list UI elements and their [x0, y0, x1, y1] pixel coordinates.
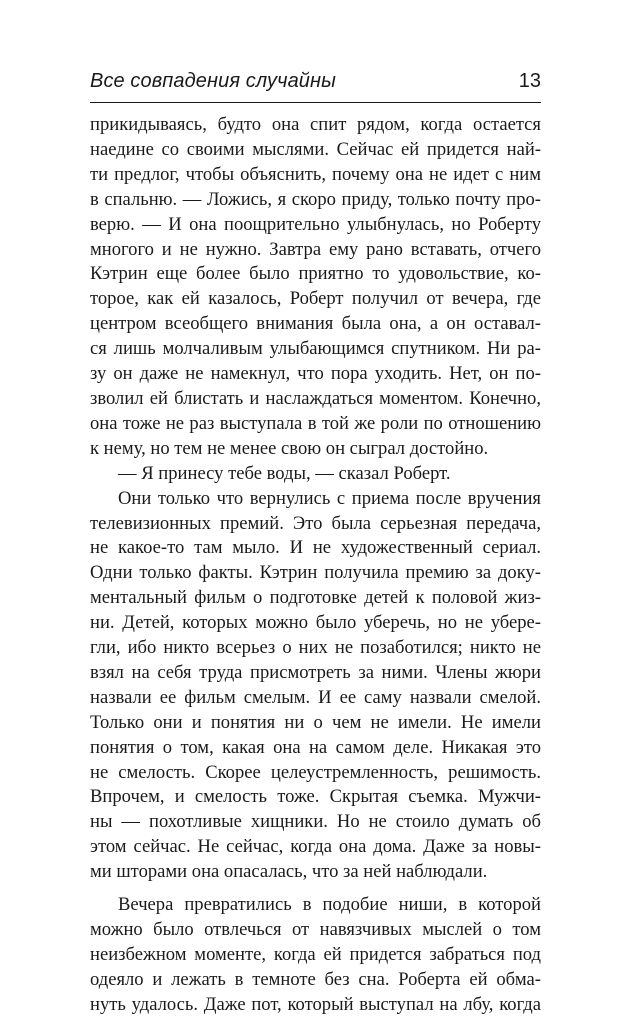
text-line: ни. Детей, которых можно было уберечь, но не убере- [90, 612, 541, 634]
text-line: Вечера превратились в подобие ниши, в которой [118, 894, 541, 916]
book-page [90, 70, 541, 1018]
running-header [90, 70, 541, 103]
text-line: понятия о том, какая она на самом деле. Никакая это [90, 736, 541, 758]
paragraph-spacer [90, 885, 541, 893]
text-line: ми шторами она опасалась, что за ней наблюдали. [90, 861, 488, 883]
text-line: многого и не нужно. Завтра ему рано вставать, отчего [90, 238, 541, 260]
text-line: центром всеобщего внимания была она, а он оставал- [90, 313, 541, 335]
text-line: она тоже не раз выступала в той же роли по отношению [90, 412, 541, 434]
text-line: торое, как ей казалось, Роберт получил от вечера, где [90, 288, 541, 310]
paragraph [90, 893, 541, 1018]
text-line: неизбежном моменте, когда ей придется забраться под [90, 943, 541, 965]
text-line: в спальню. — Ложись, я скоро приду, только почту про- [90, 188, 541, 210]
text-line: назвали ее фильм смелым. И ее саму назвали смелой. [90, 686, 541, 708]
text-line: нуть удалось. Даже пот, который выступал на лбу, когда [90, 993, 541, 1015]
text-line: зу он даже не намекнул, что пора уходить. Нет, он по- [90, 363, 541, 385]
text-line: верю. — И она поощрительно улыбнулась, но Роберту [90, 213, 541, 235]
text-line: телевизионных премий. Это была серьезная передача, [90, 512, 541, 534]
text-line: наедине со своими мыслями. Сейчас ей придется най- [90, 138, 541, 160]
text-line: этом сейчас. Не сейчас, когда она дома. Даже за новы- [90, 836, 541, 858]
text-line: одеяло и лежать в темноте без сна. Роберта ей обма- [90, 968, 541, 990]
text-line: можно было отвлечься от навязчивых мыслей о том [90, 919, 541, 940]
paragraph [90, 113, 541, 462]
text-line: не какое-то там мыло. И не художественный сериал. [90, 537, 541, 559]
paragraph [90, 487, 541, 886]
text-line: Они только что вернулись с приема после вручения [118, 487, 541, 509]
text-line: Кэтрин еще более было приятно то удовольствие, ко- [90, 263, 541, 285]
running-title: Все совпадения случайны [90, 70, 336, 92]
text-line: — Я принесу тебе воды, — сказал Роберт. [118, 462, 451, 484]
page-number: 13 [518, 70, 541, 92]
text-line: прикидываясь, будто она спит рядом, когда остается [90, 114, 541, 135]
text-line: зволил ей блистать и наслаждаться моментом. Конечно, [90, 387, 541, 409]
text-line: Впрочем, и смелость тоже. Скрытая съемка. Мужчи- [90, 786, 541, 808]
text-line: ментальный фильм о подготовке детей к половой жиз- [90, 587, 541, 609]
paragraph [90, 462, 541, 487]
text-line: гли, ибо никто всерьез о них не позаботился; никто не [90, 637, 541, 659]
text-line: взял на себя труда присмотреть за ними. Члены жюри [90, 661, 541, 683]
text-line: Одни только факты. Кэтрин получила премию за доку- [90, 562, 541, 584]
text-line: не смелость. Скорее целеустремленность, решимость. [90, 761, 541, 783]
text-line: ти предлог, чтобы объяснить, почему она не идет с ним [90, 163, 541, 185]
text-line: Только они и понятия ни о чем не имели. Не имели [90, 711, 541, 733]
text-line: ся лишь молчаливым улыбающимся спутником. Ни ра- [90, 338, 541, 360]
text-line: к нему, но тем не менее свою он сыграл достойно. [90, 437, 489, 459]
body-text [90, 113, 541, 1018]
text-line: ны — похотливые хищники. Но не стоило думать об [90, 811, 541, 833]
